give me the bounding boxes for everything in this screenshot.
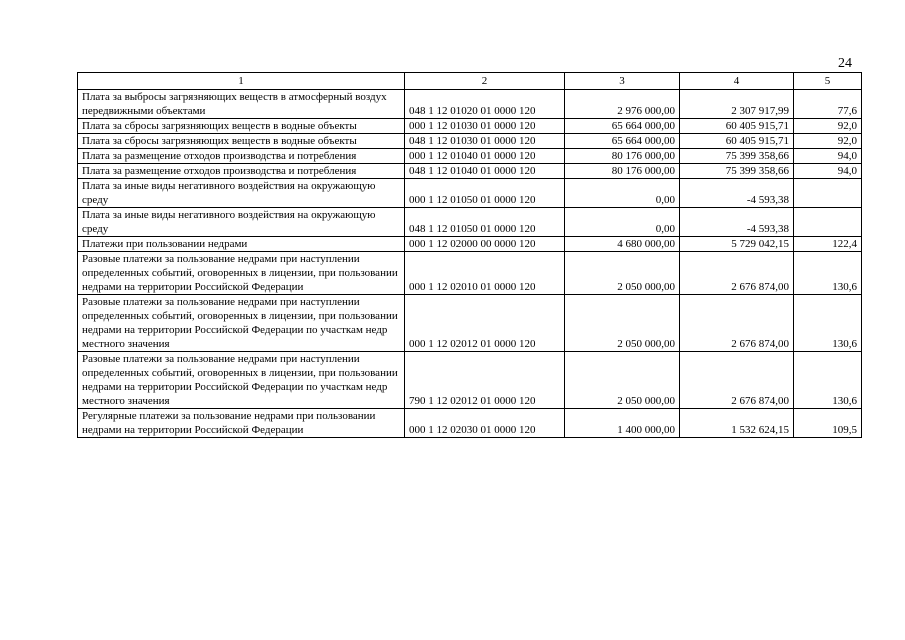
row-percent: 122,4	[794, 237, 862, 252]
row-fact-value: 75 399 358,66	[680, 164, 794, 179]
row-code: 000 1 12 01040 01 0000 120	[405, 149, 565, 164]
row-percent	[794, 208, 862, 237]
row-code: 048 1 12 01020 01 0000 120	[405, 90, 565, 119]
table-row	[78, 134, 862, 149]
row-name: Разовые платежи за пользование недрами при наступлении определенных событий, оговоренных в лицензии, при пользовании недрами на территории Российской Федерации	[78, 252, 405, 295]
table-row	[78, 208, 862, 237]
row-plan-value: 65 664 000,00	[565, 134, 680, 149]
row-name: Разовые платежи за пользование недрами при наступлении определенных событий, оговоренных в лицензии, при пользовании недрами на территории Российской Федерации по участкам недр местного значения	[78, 295, 405, 352]
row-percent: 94,0	[794, 149, 862, 164]
table-body	[78, 90, 862, 438]
row-name: Плата за размещение отходов производства и потребления	[78, 164, 405, 179]
row-name: Плата за выбросы загрязняющих веществ в атмосферный воздух передвижными объектами	[78, 90, 405, 119]
row-name: Плата за иные виды негативного воздействия на окружающую среду	[78, 179, 405, 208]
row-fact-value: 1 532 624,15	[680, 409, 794, 438]
row-fact-value: -4 593,38	[680, 179, 794, 208]
row-code: 790 1 12 02012 01 0000 120	[405, 352, 565, 409]
row-plan-value: 80 176 000,00	[565, 164, 680, 179]
row-name: Плата за сбросы загрязняющих веществ в водные объекты	[78, 119, 405, 134]
row-fact-value: 75 399 358,66	[680, 149, 794, 164]
row-percent: 92,0	[794, 134, 862, 149]
row-percent: 130,6	[794, 352, 862, 409]
row-fact-value: 2 676 874,00	[680, 252, 794, 295]
row-plan-value: 2 976 000,00	[565, 90, 680, 119]
row-percent	[794, 179, 862, 208]
table-row	[78, 352, 862, 409]
row-code: 000 1 12 02012 01 0000 120	[405, 295, 565, 352]
column-header-1: 1	[78, 73, 405, 90]
row-fact-value: 60 405 915,71	[680, 119, 794, 134]
row-fact-value: 2 676 874,00	[680, 295, 794, 352]
table-row	[78, 295, 862, 352]
column-header-3: 3	[565, 73, 680, 90]
row-plan-value: 0,00	[565, 208, 680, 237]
budget-table	[77, 72, 862, 438]
row-plan-value: 4 680 000,00	[565, 237, 680, 252]
row-fact-value: 5 729 042,15	[680, 237, 794, 252]
table-header-row	[78, 73, 862, 90]
row-code: 048 1 12 01030 01 0000 120	[405, 134, 565, 149]
row-percent: 130,6	[794, 252, 862, 295]
table-row	[78, 164, 862, 179]
row-code: 000 1 12 02030 01 0000 120	[405, 409, 565, 438]
row-plan-value: 80 176 000,00	[565, 149, 680, 164]
row-name: Платежи при пользовании недрами	[78, 237, 405, 252]
row-code: 048 1 12 01040 01 0000 120	[405, 164, 565, 179]
row-name: Плата за размещение отходов производства и потребления	[78, 149, 405, 164]
row-plan-value: 0,00	[565, 179, 680, 208]
row-name: Регулярные платежи за пользование недрами при пользовании недрами на территории Российской Федерации	[78, 409, 405, 438]
column-header-2: 2	[405, 73, 565, 90]
row-code: 000 1 12 01030 01 0000 120	[405, 119, 565, 134]
row-code: 000 1 12 02000 00 0000 120	[405, 237, 565, 252]
row-percent: 92,0	[794, 119, 862, 134]
table-row	[78, 90, 862, 119]
column-header-5: 5	[794, 73, 862, 90]
row-plan-value: 2 050 000,00	[565, 352, 680, 409]
row-percent: 109,5	[794, 409, 862, 438]
row-name: Плата за иные виды негативного воздействия на окружающую среду	[78, 208, 405, 237]
table-row	[78, 409, 862, 438]
row-plan-value: 65 664 000,00	[565, 119, 680, 134]
column-header-4: 4	[680, 73, 794, 90]
row-plan-value: 2 050 000,00	[565, 252, 680, 295]
row-name: Плата за сбросы загрязняющих веществ в водные объекты	[78, 134, 405, 149]
table-row	[78, 252, 862, 295]
row-code: 000 1 12 01050 01 0000 120	[405, 179, 565, 208]
table-row	[78, 179, 862, 208]
table-row	[78, 149, 862, 164]
row-fact-value: 60 405 915,71	[680, 134, 794, 149]
row-name: Разовые платежи за пользование недрами при наступлении определенных событий, оговоренных в лицензии, при пользовании недрами на территории Российской Федерации по участкам недр местного значения	[78, 352, 405, 409]
table-row	[78, 119, 862, 134]
row-code: 048 1 12 01050 01 0000 120	[405, 208, 565, 237]
page-number: 24	[838, 56, 852, 71]
table-row	[78, 237, 862, 252]
row-fact-value: -4 593,38	[680, 208, 794, 237]
row-percent: 94,0	[794, 164, 862, 179]
row-percent: 77,6	[794, 90, 862, 119]
row-fact-value: 2 307 917,99	[680, 90, 794, 119]
row-plan-value: 2 050 000,00	[565, 295, 680, 352]
row-fact-value: 2 676 874,00	[680, 352, 794, 409]
row-percent: 130,6	[794, 295, 862, 352]
row-code: 000 1 12 02010 01 0000 120	[405, 252, 565, 295]
row-plan-value: 1 400 000,00	[565, 409, 680, 438]
